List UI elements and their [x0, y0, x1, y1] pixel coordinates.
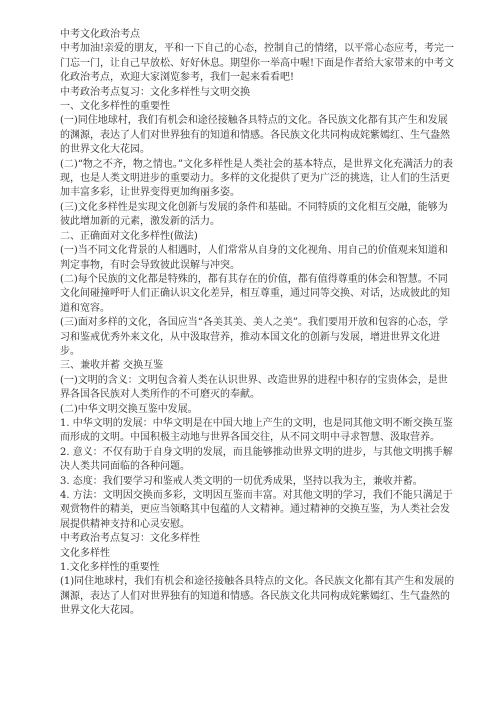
- subsection-heading: 二、正确面对文化多样性(做法): [60, 230, 198, 242]
- document-page: [60, 28, 455, 619]
- body-paragraph: 3. 态度：我们要学习和鉴戒人类文明的一切优秀成果，坚持以我为主，兼收并蓄。: [60, 475, 423, 487]
- subsection-heading: 一、文化多样性的重要性: [60, 101, 170, 113]
- body-paragraph: (1)同住地球村，我们有机会和途径接触各具特点的文化。各民族文化都有其产生和发展的渊源，表达了人们对世界独有的知道和情感。各民族文化共同构成姹紫嫣红、生气盎然的世界文化大花园。: [60, 576, 455, 617]
- body-paragraph: 1. 中华文明的发展：中华文明是在中国大地上产生的文明，也是同其他文明不断交换互鉴而形成的文明。中国积极主动地与世界各国交往，从不同文明中寻求智慧、汲取营养。: [60, 417, 453, 444]
- subsection-heading: 文化多样性: [60, 547, 110, 559]
- section-heading: 中考政治考点复习：文化多样性与文明交换: [60, 86, 250, 98]
- body-paragraph: (一)同住地球村，我们有机会和途径接触各具特点的文化。各民族文化都有其产生和发展的渊源，表达了人们对世界独有的知道和情感。各民族文化共同构成姹紫嫣红、生气盎然的世界文化大花园。: [60, 115, 450, 156]
- body-paragraph: (二)每个民族的文化都是特殊的，都有其存在的价值，都有值得尊重的体会和智慧。不同文化间碰撞呼吁人们正确认识文化差异，相互尊重，通过同等交换、对话，达成彼此的知道和宽容。: [60, 273, 450, 314]
- body-paragraph: (三)文化多样性是实现文化创新与发展的条件和基础。不同特质的文化相互交融，能够为彼此增加新的元素，激发新的活力。: [60, 201, 448, 228]
- subsection-heading: 三、兼收并蓄 交换互鉴: [60, 360, 164, 372]
- body-paragraph: 4. 方法：文明因交换而多彩，文明因互鉴而丰富。对其他文明的学习，我们不能只满足于观赏物件的精美，更应当领略其中包蕴的人文精神。通过精神的交换互鉴，为人类社会发展提供精神支持和心灵安慰。: [60, 490, 453, 530]
- body-paragraph: (一)当不同文化背景的人相遇时，人们常常从自身的文化视角、用自己的价值观来知道和判定事物，有时会导致彼此误解与冲突。: [60, 245, 448, 271]
- body-paragraph: (一)文明的含义：文明包含着人类在认识世界、改造世界的进程中积存的宝贵体会，是世界各国各民族对人类所作的不可磨灭的奉献。: [60, 374, 448, 401]
- body-paragraph: (二)中华文明交换互鉴中发展。: [60, 403, 198, 415]
- document-title: 中考文化政治考点: [60, 29, 140, 40]
- body-paragraph: (三)面对多样的文化，各国应当“各美其美、美人之美”。我们要用开放和包容的心态，学习和鉴戒优秀外来文化，从中汲取营养，推动本国文化的创新与发展，增进世界文化进步。: [60, 317, 449, 357]
- body-paragraph: 2. 意义：不仅有助于自身文明的发展，而且能够推动世界文明的进步，与其他文明携手解决人类共同面临的各种问题。: [60, 446, 453, 473]
- section-heading: 中考政治考点复习：文化多样性: [60, 533, 200, 545]
- body-paragraph: (二)“物之不齐，物之情也。”文化多样性是人类社会的基本特点，是世界文化充满活力的表现，也是人类文明进步的重要动力。多样的文化提供了更为广泛的挑选，让人们的生活更加丰富多彩，让世界变得更加绚丽多姿。: [60, 158, 454, 199]
- intro-paragraph: 中考加油!亲爱的朋友，平和一下自己的心态，控制自己的情绪，以平常心态应考，考完一门忘一门，让自己早放松、好好休息。期望你一举高中喔!下面是作者给大家带来的中考文化政治考点，欢迎大家浏览参考，我们一起来看看吧!: [60, 43, 455, 84]
- subsection-heading: 1.文化多样性的重要性: [60, 562, 160, 574]
